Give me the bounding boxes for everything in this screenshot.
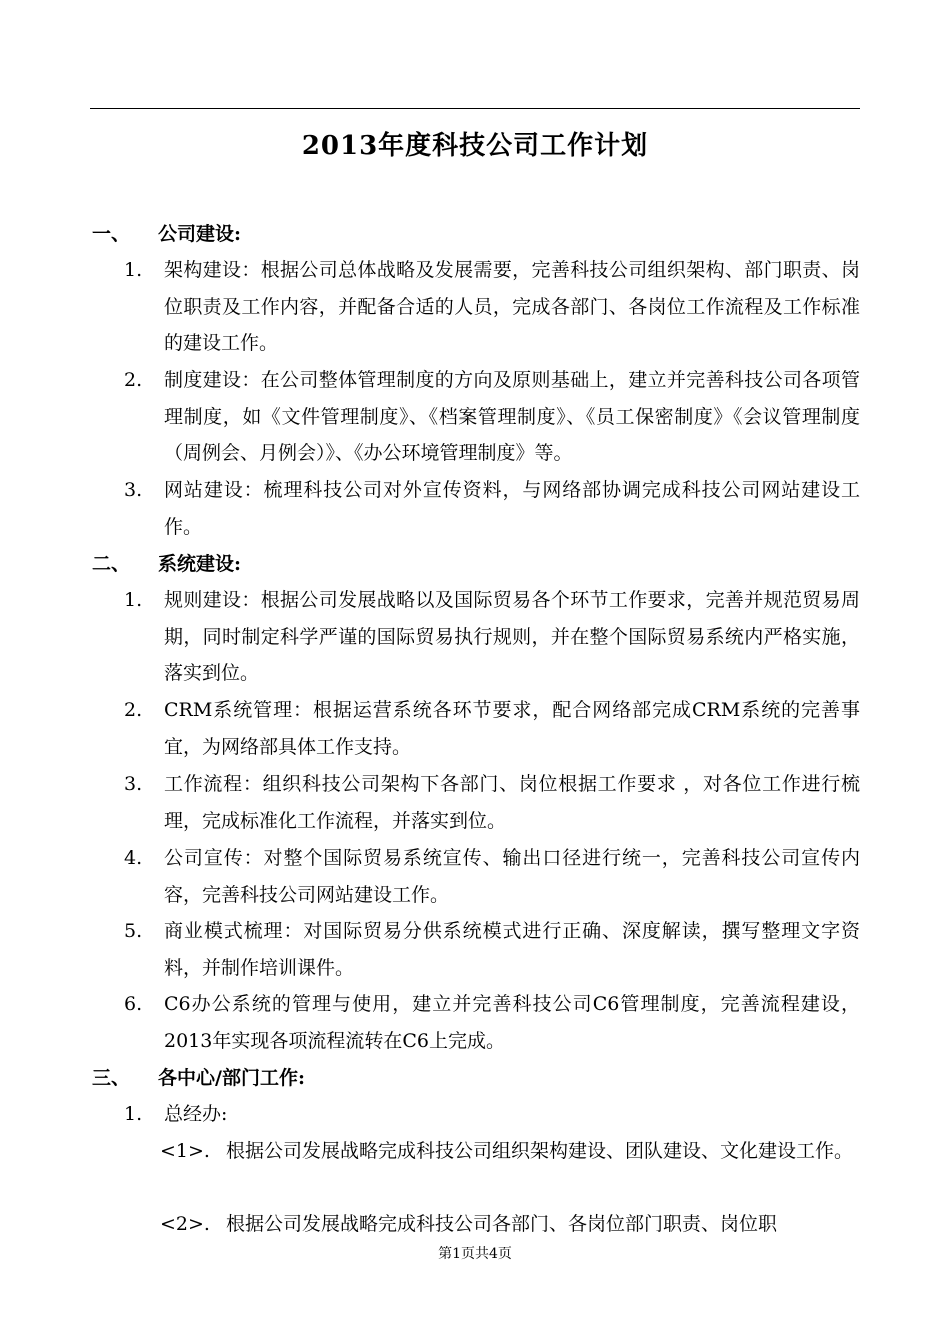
section-heading-3 — [92, 1060, 305, 1096]
item-number: 1. — [124, 259, 143, 281]
section-number: 三、 — [92, 1067, 131, 1089]
list-item — [124, 986, 860, 1059]
item-text: 总经办: — [164, 1103, 228, 1125]
sub-list-item — [160, 1133, 860, 1170]
item-text: 架构建设：根据公司总体战略及发展需要，完善科技公司组织架构、部门职责、岗位职责及工作内容，并配备合适的人员，完成各部门、各岗位工作流程及工作标准的建设工作。 — [164, 259, 860, 354]
item-number: 3. — [124, 773, 143, 795]
list-item — [124, 582, 860, 692]
section-title: 各中心/部门工作: — [158, 1067, 305, 1089]
item-text: CRM系统管理：根据运营系统各环节要求，配合网络部完成CRM系统的完善事宜，为网络部具体工作支持。 — [164, 699, 860, 758]
section-number: 二、 — [92, 553, 131, 575]
section-heading-1 — [92, 216, 241, 252]
sub-item-text: 根据公司发展战略完成科技公司各部门、各岗位部门职责、岗位职 — [226, 1213, 778, 1235]
header-rule — [90, 108, 860, 109]
section-heading-2 — [92, 546, 241, 582]
list-item — [124, 840, 860, 913]
item-text: 制度建设：在公司整体管理制度的方向及原则基础上，建立并完善科技公司各项管理制度，如《文件管理制度》、《档案管理制度》、《员工保密制度》《会议管理制度（周例会、月例会）》、《办公环境管理制度》等。 — [164, 369, 860, 464]
list-item — [124, 692, 860, 765]
item-number: 1. — [124, 589, 143, 611]
item-number: 2. — [124, 699, 143, 721]
item-text: 网站建设：梳理科技公司对外宣传资料，与网络部协调完成科技公司网站建设工作。 — [164, 479, 860, 538]
document-title: 2013年度科技公司工作计划 — [301, 131, 649, 161]
item-number: 3. — [124, 479, 143, 501]
item-number: 1. — [124, 1103, 143, 1125]
list-item — [124, 766, 860, 839]
section-title: 系统建设: — [158, 553, 242, 575]
sub-item-number: <2>. — [160, 1213, 210, 1235]
sub-item-number: <1>. — [160, 1140, 210, 1162]
list-item — [124, 913, 860, 986]
item-number: 4. — [124, 847, 143, 869]
list-item — [124, 472, 860, 545]
section-number: 一、 — [92, 223, 131, 245]
item-number: 2. — [124, 369, 143, 391]
page-footer: 第1页共4页 — [438, 1246, 512, 1262]
item-text: 规则建设：根据公司发展战略以及国际贸易各个环节工作要求，完善并规范贸易周期，同时制定科学严谨的国际贸易执行规则，并在整个国际贸易系统内严格实施，落实到位。 — [164, 589, 860, 684]
item-text: 公司宣传：对整个国际贸易系统宣传、输出口径进行统一，完善科技公司宣传内容，完善科技公司网站建设工作。 — [164, 847, 860, 906]
list-item — [124, 252, 860, 362]
item-number: 5. — [124, 920, 143, 942]
section-title: 公司建设: — [158, 223, 242, 245]
item-text: C6办公系统的管理与使用，建立并完善科技公司C6管理制度，完善流程建设，2013年实现各项流程流转在C6上完成。 — [164, 993, 860, 1052]
list-item — [124, 362, 860, 472]
sub-list-item — [160, 1206, 860, 1243]
sub-item-text: 根据公司发展战略完成科技公司组织架构建设、团队建设、文化建设工作。 — [226, 1140, 854, 1162]
list-item — [124, 1096, 860, 1133]
item-number: 6. — [124, 993, 143, 1015]
item-text: 商业模式梳理：对国际贸易分供系统模式进行正确、深度解读，撰写整理文字资料，并制作培训课件。 — [164, 920, 860, 979]
item-text: 工作流程：组织科技公司架构下各部门、岗位根据工作要求 ，对各位工作进行梳理，完成标准化工作流程，并落实到位。 — [164, 773, 860, 832]
